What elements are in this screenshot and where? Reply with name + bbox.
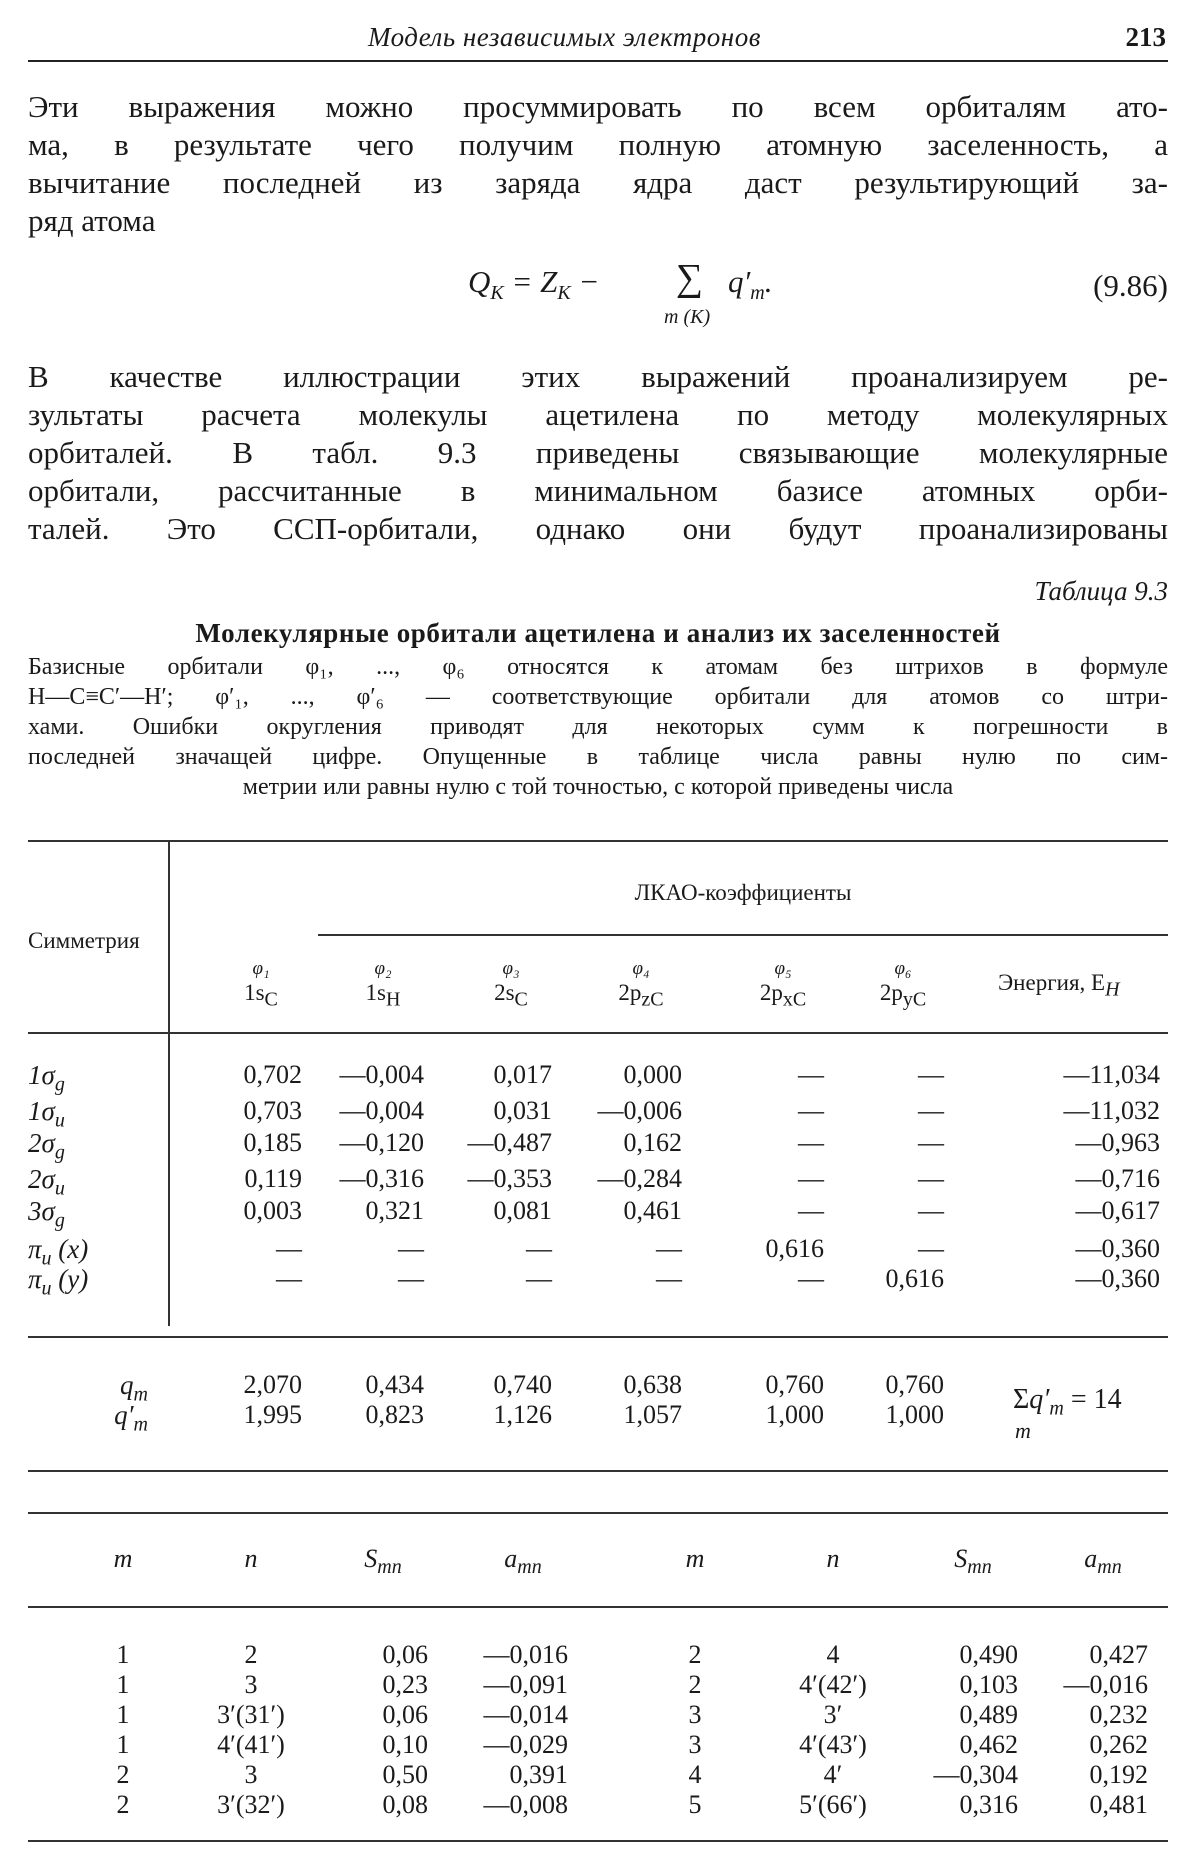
overlap-cell: 0,232 xyxy=(1089,1700,1148,1729)
lcao-column-orbital: $1s_C$ xyxy=(244,980,278,1011)
lcao-coefficient: 0,461 xyxy=(623,1196,682,1225)
document-page xyxy=(28,0,1168,1873)
overlap-cell: 4 xyxy=(688,1760,702,1789)
symmetry-label: $\pi_u$ (x) xyxy=(28,1234,89,1270)
symmetry-label: $3\sigma_g$ xyxy=(28,1196,65,1232)
overlap-header: n xyxy=(826,1544,840,1573)
overlap-cell: 3′(31′) xyxy=(217,1700,285,1729)
population-value: 2,070 xyxy=(243,1370,302,1399)
orbital-energy: —0,716 xyxy=(1075,1164,1160,1193)
overlap-header: m xyxy=(685,1544,705,1573)
lcao-column-phi: φ₄ xyxy=(632,958,650,979)
overlap-cell: 0,489 xyxy=(959,1700,1018,1729)
overlap-cell: —0,029 xyxy=(483,1730,568,1759)
lcao-coefficient: —0,284 xyxy=(597,1164,682,1193)
orbital-energy: —11,034 xyxy=(1063,1060,1160,1089)
overlap-cell: 4′(42′) xyxy=(799,1670,867,1699)
lcao-coefficient: — xyxy=(918,1128,944,1157)
lcao-coefficient: — xyxy=(276,1264,302,1293)
overlap-cell: —0,016 xyxy=(483,1640,568,1669)
symmetry-label: $2\sigma_u$ xyxy=(28,1164,65,1200)
overlap-cell: 2 xyxy=(244,1640,258,1669)
overlap-cell: 3 xyxy=(244,1670,258,1699)
table-bottom-rule xyxy=(28,1840,1168,1842)
lcao-coefficient: 0,616 xyxy=(885,1264,944,1293)
paragraph-2 xyxy=(28,358,1168,548)
overlap-cell: —0,016 xyxy=(1063,1670,1148,1699)
overlap-cell: 3′ xyxy=(823,1700,843,1729)
text-line: орбитали, рассчитанные в минимальном базисе атомных орби- xyxy=(28,473,1168,508)
lcao-coefficient: — xyxy=(398,1234,424,1263)
table-mid-rule xyxy=(28,1336,1168,1338)
text-line: Базисные орбитали φ₁, ..., φ₆ относятся к атомам без штрихов в формуле xyxy=(28,654,1168,680)
header-rule xyxy=(28,60,1168,62)
lcao-coefficient: — xyxy=(656,1264,682,1293)
overlap-cell: 3 xyxy=(244,1760,258,1789)
overlap-cell: 0,06 xyxy=(382,1700,428,1729)
overlap-cell: 0,06 xyxy=(382,1640,428,1669)
symmetry-header: Симметрия xyxy=(28,928,140,953)
lcao-column-orbital: $2p_{xC}$ xyxy=(759,980,807,1011)
lcao-coefficient: 0,321 xyxy=(365,1196,424,1225)
lcao-column-phi: φ₅ xyxy=(774,958,792,979)
lcao-coefficient: 0,162 xyxy=(623,1128,682,1157)
lcao-coefficient: —0,353 xyxy=(467,1164,552,1193)
text-line: H—C≡C′—H′; φ′₁, ..., φ′₆ — соответствующие орбитали для атомов со штри- xyxy=(28,684,1168,710)
table-column-divider xyxy=(168,842,170,1326)
population-value: 1,126 xyxy=(493,1400,552,1429)
page-number: 213 xyxy=(1125,22,1166,52)
lcao-coefficient: —0,004 xyxy=(339,1060,424,1089)
overlap-cell: 0,08 xyxy=(382,1790,428,1819)
population-value: 0,434 xyxy=(365,1370,424,1399)
text-line: последней значащей цифре. Опущенные в таблице числа равны нулю по сим- xyxy=(28,744,1168,770)
pairs-top-rule xyxy=(28,1512,1168,1514)
lcao-column-phi: φ₆ xyxy=(894,958,912,979)
population-value: 1,057 xyxy=(623,1400,682,1429)
overlap-cell: —0,091 xyxy=(483,1670,568,1699)
formula-lhs: $Q_K = Z_K$ − xyxy=(468,264,600,305)
lcao-coefficient: — xyxy=(526,1264,552,1293)
lcao-coefficient: — xyxy=(656,1234,682,1263)
lcao-coefficient: — xyxy=(798,1128,824,1157)
overlap-cell: —0,014 xyxy=(483,1700,568,1729)
overlap-cell: —0,304 xyxy=(933,1760,1018,1789)
overlap-cell: 3 xyxy=(688,1700,702,1729)
table-section-rule xyxy=(28,1470,1168,1472)
overlap-cell: 2 xyxy=(116,1760,130,1789)
orbital-energy: —0,963 xyxy=(1075,1128,1160,1157)
lcao-coefficient: —0,487 xyxy=(467,1128,552,1157)
lcao-coefficient: — xyxy=(798,1060,824,1089)
overlap-cell: —0,008 xyxy=(483,1790,568,1819)
lcao-coefficient: — xyxy=(918,1234,944,1263)
overlap-cell: 0,462 xyxy=(959,1730,1018,1759)
population-value: 1,995 xyxy=(243,1400,302,1429)
symmetry-label: $2\sigma_g$ xyxy=(28,1128,65,1164)
table-header-rule xyxy=(28,1032,1168,1034)
overlap-cell: 0,427 xyxy=(1089,1640,1148,1669)
lcao-coefficient: — xyxy=(918,1164,944,1193)
overlap-header: n xyxy=(244,1544,258,1573)
text-line: В качестве иллюстрации этих выражений проанализируем ре- xyxy=(28,359,1168,394)
table-caption xyxy=(28,652,1168,802)
text-line: вычитание последней из заряда ядра даст результирующий за- xyxy=(28,165,1168,200)
lcao-coefficient: 0,017 xyxy=(493,1060,552,1089)
lcao-coefficient: —0,316 xyxy=(339,1164,424,1193)
lcao-column-orbital: $2s_C$ xyxy=(494,980,528,1011)
overlap-cell: 5 xyxy=(688,1790,702,1819)
overlap-cell: 5′(66′) xyxy=(799,1790,867,1819)
text-line: ма, в результате чего получим полную атомную заселенность, а xyxy=(28,127,1168,162)
overlap-cell: 2 xyxy=(116,1790,130,1819)
lcao-coefficient: 0,081 xyxy=(493,1196,552,1225)
lcao-coefficient: — xyxy=(918,1060,944,1089)
text-line: орбиталей. В табл. 9.3 приведены связывающие молекулярные xyxy=(28,435,1168,470)
text-line: Эти выражения можно просуммировать по всем орбиталям ато- xyxy=(28,89,1168,124)
population-label: $q_m$ xyxy=(120,1370,148,1406)
overlap-cell: 0,391 xyxy=(509,1760,568,1789)
sum-symbol: ∑ xyxy=(676,257,704,299)
lcao-coefficient: 0,003 xyxy=(243,1196,302,1225)
lcao-coefficient: —0,004 xyxy=(339,1096,424,1125)
lcao-coefficient: 0,616 xyxy=(765,1234,824,1263)
orbital-energy: —0,360 xyxy=(1075,1234,1160,1263)
population-label: $q'_m$ xyxy=(114,1400,148,1436)
text-line: ряд атома xyxy=(28,203,156,238)
overlap-cell: 3′(32′) xyxy=(217,1790,285,1819)
running-header xyxy=(28,18,1168,58)
lcao-column-orbital: $1s_H$ xyxy=(365,980,401,1011)
table-label: Таблица 9.3 xyxy=(1034,576,1168,606)
lcao-coefficient: 0,000 xyxy=(623,1060,682,1089)
table-top-rule xyxy=(28,840,1168,842)
text-line: талей. Это ССП-орбитали, однако они будут проанализированы xyxy=(28,511,1168,546)
symmetry-label: $1\sigma_u$ xyxy=(28,1096,65,1132)
lcao-column-orbital: $2p_{zC}$ xyxy=(618,980,664,1011)
overlap-cell: 1 xyxy=(116,1700,130,1729)
orbital-energy: —0,617 xyxy=(1075,1196,1160,1225)
lcao-coefficient: — xyxy=(798,1096,824,1125)
overlap-header: $S_{mn}$ xyxy=(364,1544,402,1579)
lcao-coefficient: — xyxy=(798,1196,824,1225)
population-value: 1,000 xyxy=(885,1400,944,1429)
overlap-header: $a_{mn}$ xyxy=(504,1544,542,1579)
formula-9-86 xyxy=(28,256,1168,336)
overlap-cell: 1 xyxy=(116,1730,130,1759)
lcao-coefficient: 0,702 xyxy=(243,1060,302,1089)
population-value: 0,760 xyxy=(765,1370,824,1399)
lcao-coefficient: 0,703 xyxy=(243,1096,302,1125)
overlap-cell: 0,490 xyxy=(959,1640,1018,1669)
overlap-cell: 3 xyxy=(688,1730,702,1759)
lcao-coefficient: — xyxy=(398,1264,424,1293)
text-line: хами. Ошибки округления приводят для некоторых сумм к погрешности в xyxy=(28,714,1168,740)
overlap-header: $a_{mn}$ xyxy=(1084,1544,1122,1579)
equation-number: (9.86) xyxy=(1093,268,1168,303)
population-value: 0,638 xyxy=(623,1370,682,1399)
lcao-column-phi: φ₁ xyxy=(252,958,270,979)
overlap-cell: 0,316 xyxy=(959,1790,1018,1819)
lcao-coefficient: 0,185 xyxy=(243,1128,302,1157)
overlap-header: m xyxy=(113,1544,133,1573)
lcao-coefficient: —0,006 xyxy=(597,1096,682,1125)
lcao-coefficient: — xyxy=(798,1164,824,1193)
lcao-coefficient: 0,119 xyxy=(244,1164,302,1193)
lcao-coefficient: — xyxy=(276,1234,302,1263)
pairs-header-rule xyxy=(28,1606,1168,1608)
lcao-coefficient: — xyxy=(918,1196,944,1225)
lcao-coefficient: 0,031 xyxy=(493,1096,552,1125)
lcao-header: ЛКАО-коэффициенты xyxy=(634,880,852,905)
population-value: 0,823 xyxy=(365,1400,424,1429)
lcao-column-orbital: $2p_{yC}$ xyxy=(879,980,927,1011)
orbital-energy: —0,360 xyxy=(1075,1264,1160,1293)
population-sum-index: m xyxy=(1015,1418,1031,1443)
overlap-cell: 1 xyxy=(116,1670,130,1699)
sum-index: m (K) xyxy=(664,306,711,328)
symmetry-label: $1\sigma_g$ xyxy=(28,1060,65,1096)
population-value: 0,760 xyxy=(885,1370,944,1399)
lcao-subheader-rule xyxy=(318,934,1168,936)
overlap-cell: 2 xyxy=(688,1670,702,1699)
table-title: Молекулярные орбитали ацетилена и анализ их заселенностей xyxy=(195,618,1001,648)
lcao-coefficient: — xyxy=(526,1234,552,1263)
overlap-cell: 2 xyxy=(688,1640,702,1669)
running-title: Модель независимых электронов xyxy=(368,22,761,52)
overlap-cell: 0,50 xyxy=(382,1760,428,1789)
lcao-coefficient: —0,120 xyxy=(339,1128,424,1157)
overlap-cell: 1 xyxy=(116,1640,130,1669)
overlap-cell: 0,481 xyxy=(1089,1790,1148,1819)
population-value: 1,000 xyxy=(765,1400,824,1429)
overlap-cell: 0,23 xyxy=(382,1670,428,1699)
overlap-cell: 0,262 xyxy=(1089,1730,1148,1759)
overlap-cell: 4′ xyxy=(823,1760,843,1789)
lcao-coefficient: — xyxy=(798,1264,824,1293)
population-value: 0,740 xyxy=(493,1370,552,1399)
text-line: метрии или равны нулю с той точностью, с которой приведены числа xyxy=(242,774,954,800)
orbital-energy: —11,032 xyxy=(1063,1096,1160,1125)
overlap-cell: 4 xyxy=(826,1640,840,1669)
overlap-cell: 0,192 xyxy=(1089,1760,1148,1789)
overlap-cell: 4′(43′) xyxy=(799,1730,867,1759)
lcao-column-phi: φ₃ xyxy=(502,958,520,979)
lcao-column-phi: φ₂ xyxy=(374,958,392,979)
overlap-cell: 0,103 xyxy=(959,1670,1018,1699)
paragraph-1 xyxy=(28,88,1168,240)
overlap-header: $S_{mn}$ xyxy=(954,1544,992,1579)
symmetry-label: $\pi_u$ (y) xyxy=(28,1264,89,1300)
overlap-cell: 4′(41′) xyxy=(217,1730,285,1759)
overlap-cell: 0,10 xyxy=(382,1730,428,1759)
lcao-coefficient: — xyxy=(918,1096,944,1125)
formula-term: $q'_m$. xyxy=(728,264,773,305)
energy-header: Энергия, $E_H$ xyxy=(998,970,1120,1001)
population-sum: $\Sigma q'_m = 14$ xyxy=(1013,1384,1122,1420)
text-line: зультаты расчета молекулы ацетилена по методу молекулярных xyxy=(28,397,1168,432)
